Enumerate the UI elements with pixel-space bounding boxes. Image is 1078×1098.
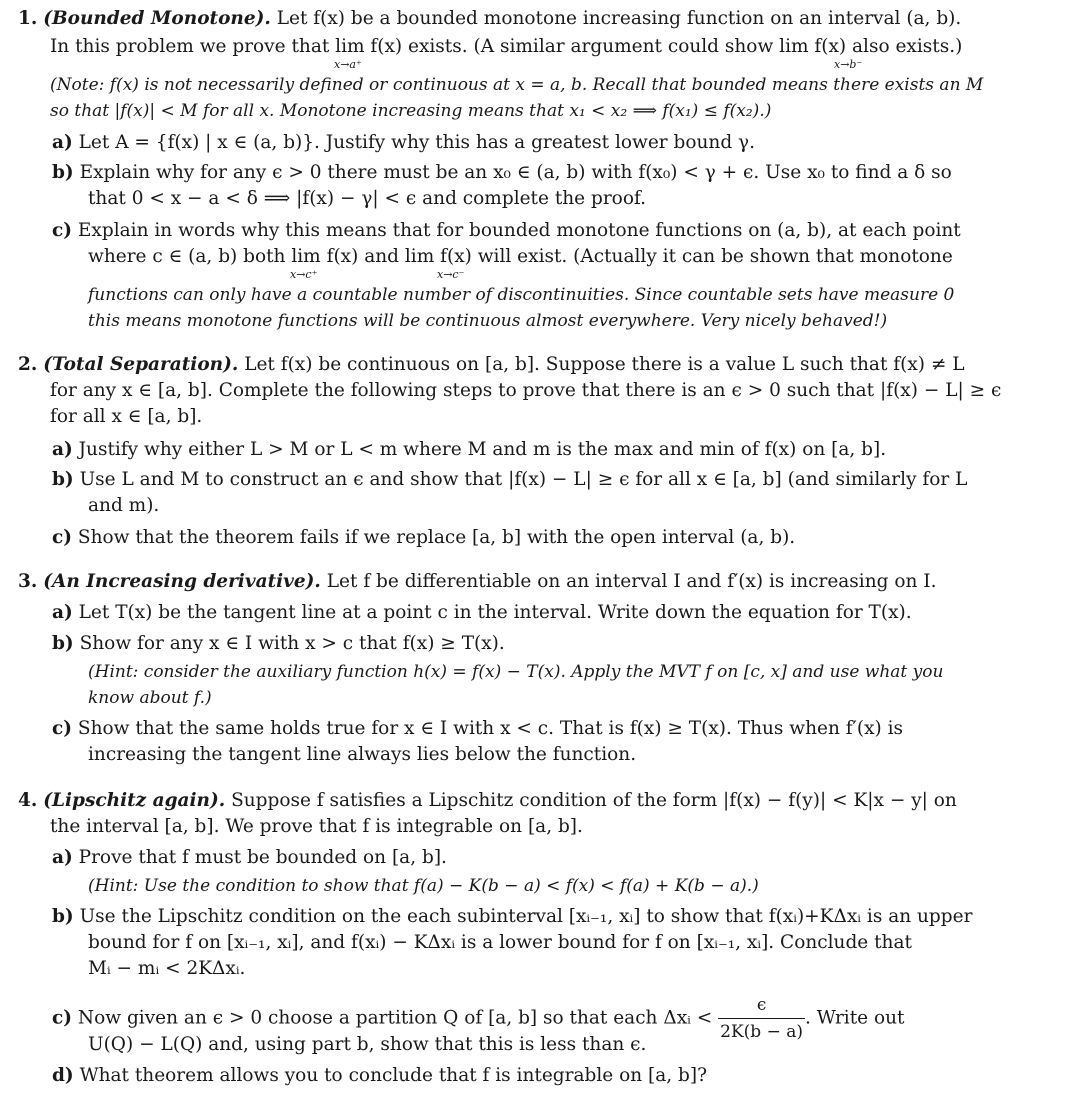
problem-text: In this problem we prove that lim f(x) exists. (A similar argument could show lim f(x) also exists.) (50, 36, 963, 57)
problem-3-part-c-cont: increasing the tangent line always lies below the function. (88, 744, 637, 765)
problem-2-part-b-cont: and m). (88, 495, 160, 516)
problem-3-part-b-hint-2: know about f.) (88, 688, 212, 708)
problem-title: (Bounded Monotone). (43, 8, 271, 29)
problem-1-note-1: (Note: f(x) is not necessarily defined or continuous at x = a, b. Recall that bounded means there exists an M (50, 75, 984, 95)
problem-2-part-c: c) Show that the theorem fails if we replace [a, b] with the open interval (a, b). (52, 527, 796, 548)
problem-2-part-a: a) Justify why either L > M or L < m where M and m is the max and min of f(x) on [a, b]. (52, 439, 887, 460)
problem-1-part-a: a) Let A = {f(x) | x ∈ (a, b)}. Justify why this has a greatest lower bound γ. (52, 132, 755, 153)
problem-4-part-a-hint: (Hint: Use the condition to show that f(a) − K(b − a) < f(x) < f(a) + K(b − a).) (88, 876, 759, 896)
problem-4-part-c-cont: U(Q) − L(Q) and, using part b, show that this is less than ϵ. (88, 1034, 647, 1055)
problem-1-line-1 (18, 6, 961, 32)
problem-4-line-2: the interval [a, b]. We prove that f is integrable on [a, b]. (50, 816, 583, 837)
problem-1-part-b: b) Explain why for any ϵ > 0 there must be an x₀ ∈ (a, b) with f(x₀) < γ + ϵ. Use x₀ to find a δ so (52, 162, 952, 183)
problem-2-part-b: b) Use L and M to construct an ϵ and show that |f(x) − L| ≥ ϵ for all x ∈ [a, b] (and similarly for L (52, 469, 968, 490)
problem-1-part-c-cont-3: this means monotone functions will be continuous almost everywhere. Very nicely behaved!) (88, 311, 888, 331)
problem-3-line-1: 3. (An Increasing derivative). Let f be differentiable on an interval I and f′(x) is increasing on I. (18, 571, 937, 592)
problem-1-part-c-cont-1: where c ∈ (a, b) both lim f(x) and lim f(x) will exist. (Actually it can be shown that monotone x→c⁺ x→c⁻ (88, 246, 953, 281)
problem-2-line-2: for any x ∈ [a, b]. Complete the following steps to prove that there is an ϵ > 0 such that |f(x) − L| ≥ ϵ (50, 380, 1002, 401)
problem-text: Let f(x) be a bounded monotone increasing function on an interval (a, b). (276, 8, 962, 29)
problem-1-part-c: c) Explain in words why this means that for bounded monotone functions on (a, b), at each point (52, 220, 961, 241)
problem-1-note-2: so that |f(x)| < M for all x. Monotone increasing means that x₁ < x₂ ⟹ f(x₁) ≤ f(x₂).) (50, 101, 772, 121)
problem-2-line-1: 2. (Total Separation). Let f(x) be continuous on [a, b]. Suppose there is a value L such that f(x) ≠ L (18, 354, 965, 375)
problem-4-part-a: a) Prove that f must be bounded on [a, b]. (52, 847, 447, 868)
epsilon-fraction: $\frac{\epsilon}{2K(b - a)}$ (718, 992, 805, 1045)
problem-4-part-b-cont-2: Mᵢ − mᵢ < 2KΔxᵢ. (88, 958, 246, 979)
problem-2-line-3: for all x ∈ [a, b]. (50, 406, 203, 427)
problem-3-part-a: a) Let T(x) be the tangent line at a point c in the interval. Write down the equation for T(x). (52, 602, 912, 623)
problem-4-part-b: b) Use the Lipschitz condition on the each subinterval [xᵢ₋₁, xᵢ] to show that f(xᵢ)+KΔxᵢ is an upper (52, 906, 973, 927)
problem-4-part-d: d) What theorem allows you to conclude that f is integrable on [a, b]? (52, 1065, 707, 1086)
problem-3-part-b: b) Show for any x ∈ I with x > c that f(x) ≥ T(x). (52, 633, 505, 654)
problem-1-part-c-cont-2: functions can only have a countable number of discontinuities. Since countable sets have measure 0 (88, 285, 955, 305)
problem-4-part-b-cont-1: bound for f on [xᵢ₋₁, xᵢ], and f(xᵢ) − KΔxᵢ is a lower bound for f on [xᵢ₋₁, xᵢ]. Conclude that (88, 932, 912, 953)
problem-4-line-1: 4. (Lipschitz again). Suppose f satisfies a Lipschitz condition of the form |f(x) − f(y)| < K|x − y| on (18, 790, 957, 811)
problem-number: 1. (18, 8, 38, 29)
problem-4-part-c: c) Now given an ϵ > 0 choose a partition Q of [a, b] so that each Δxᵢ < $\frac{\epsilon}{2K(b - a)}$ . Write out (52, 992, 904, 1045)
problem-3-part-c: c) Show that the same holds true for x ∈ I with x < c. That is f(x) ≥ T(x). Thus when f′(x) is (52, 718, 904, 739)
problem-3-part-b-hint-1: (Hint: consider the auxiliary function h(x) = f(x) − T(x). Apply the MVT f on [c, x] and use what you (88, 662, 944, 682)
problem-1-part-b-cont: that 0 < x − a < δ ⟹ |f(x) − γ| < ϵ and complete the proof. (88, 188, 647, 209)
problem-1-line-2: In this problem we prove that lim f(x) exists. (A similar argument could show lim f(x) also exists.) x→a⁺ x→b⁻ (50, 36, 963, 71)
